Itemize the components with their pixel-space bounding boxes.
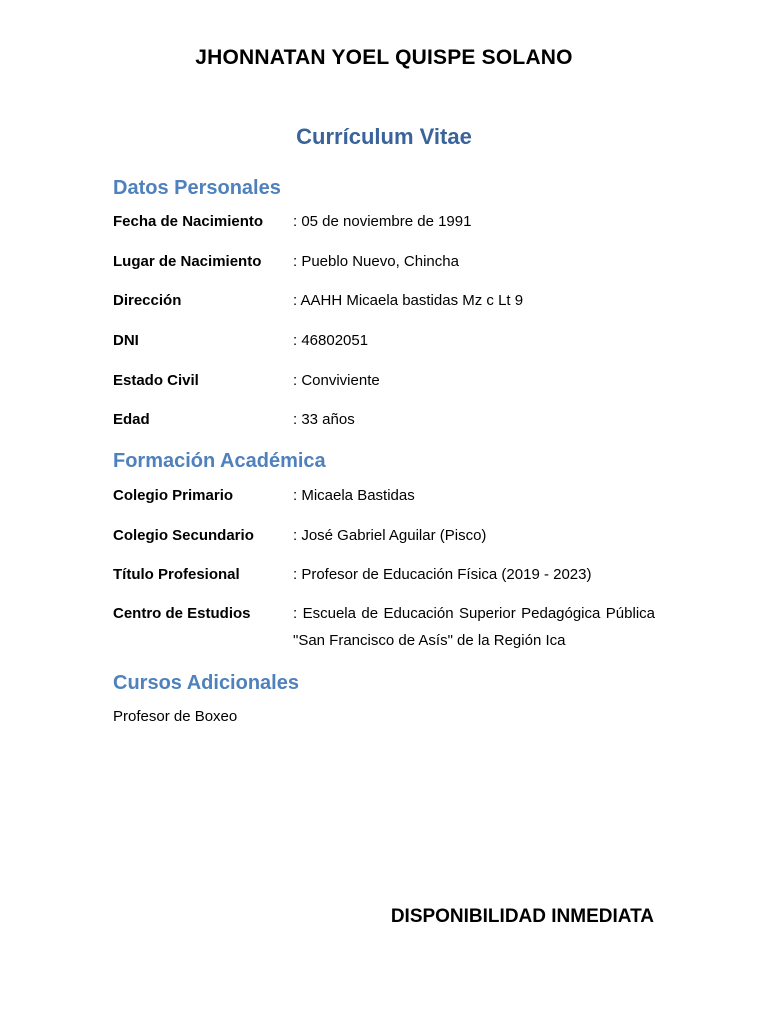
label-civil-status: Estado Civil: [113, 372, 199, 389]
value-birth-date: : 05 de noviembre de 1991: [293, 213, 472, 230]
value-address: : AAHH Micaela bastidas Mz c Lt 9: [293, 292, 524, 309]
label-secondary-school: Colegio Secundario: [113, 527, 254, 544]
label-birth-place: Lugar de Nacimiento: [113, 253, 262, 270]
value-dni: : 46802051: [293, 332, 369, 349]
label-age: Edad: [113, 411, 150, 428]
course-item: Profesor de Boxeo: [113, 708, 238, 725]
value-professional-degree: : Profesor de Educación Física (2019 - 2023): [293, 566, 592, 583]
value-birth-place: : Pueblo Nuevo, Chincha: [293, 253, 459, 270]
section-heading-personal: Datos Personales: [113, 177, 281, 199]
value-secondary-school: : José Gabriel Aguilar (Pisco): [293, 527, 487, 544]
availability-note: DISPONIBILIDAD INMEDIATA: [390, 906, 654, 927]
label-professional-degree: Título Profesional: [113, 566, 240, 583]
label-primary-school: Colegio Primario: [113, 487, 234, 504]
value-study-center: : Escuela de Educación Superior Pedagógica Pública "San Francisco de Asís" de la Región Ica: [293, 605, 655, 649]
label-dni: DNI: [113, 332, 139, 349]
label-study-center: Centro de Estudios: [113, 605, 251, 622]
section-heading-education: Formación Académica: [113, 450, 326, 472]
value-primary-school: : Micaela Bastidas: [293, 487, 415, 504]
value-age: : 33 años: [293, 411, 355, 428]
value-civil-status: : Conviviente: [293, 372, 380, 389]
document-title: Currículum Vitae: [296, 124, 472, 149]
label-address: Dirección: [113, 292, 182, 309]
candidate-name: JHONNATAN YOEL QUISPE SOLANO: [195, 46, 573, 69]
section-heading-courses: Cursos Adicionales: [113, 672, 299, 694]
label-birth-date: Fecha de Nacimiento: [113, 213, 264, 230]
